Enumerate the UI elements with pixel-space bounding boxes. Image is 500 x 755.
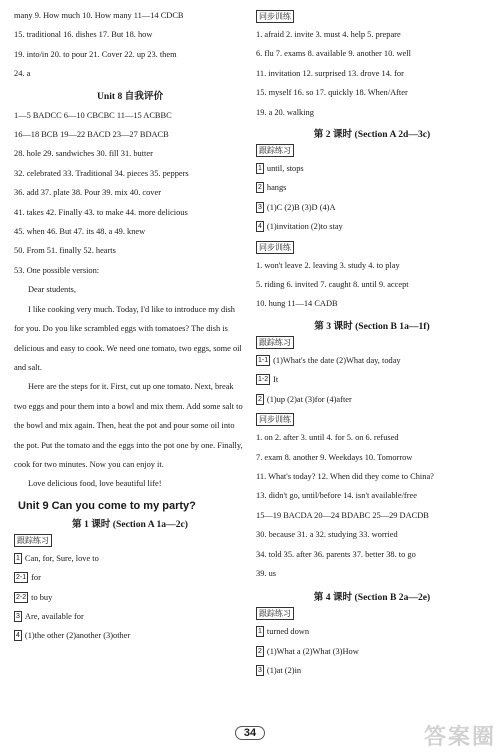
answer-line: 53. One possible version: [14, 265, 100, 275]
question-number-box: 2 [258, 395, 262, 403]
question-number-box: 4 [16, 632, 20, 640]
question-number-box: 4 [258, 223, 262, 231]
answer-line: 10. hung 11—14 CADB [256, 299, 338, 309]
left-column [14, 6, 246, 646]
list-item: 3 Are, available for [16, 611, 84, 621]
answer-line: 11. What's today? 12. When did they come to China? [256, 471, 434, 481]
question-number-box: 2-2 [16, 593, 27, 601]
answer-line: 36. add 37. plate 38. Pour 39. mix 40. cover [14, 188, 162, 198]
letter-closing: Love delicious food, love beautiful life! [28, 479, 162, 489]
sync-training-tag: 同步训练 [256, 241, 294, 254]
follow-practice-tag: 跟踪练习 [256, 336, 294, 349]
list-item: 1-1 (1)What's the date (2)What day, today [258, 355, 401, 365]
list-item: 2-2 to buy [16, 592, 53, 602]
list-item: 2 (1)What a (2)What (3)How [258, 646, 359, 656]
answer-line: 1—5 BADCC 6—10 CBCBC 11—15 ACBBC [14, 110, 172, 120]
answer-line: 13. didn't go, until/before 14. isn't available/free [256, 491, 417, 501]
answer-line: 24. a [14, 69, 31, 79]
list-item: 2-1 for [16, 573, 41, 583]
follow-practice-tag: 跟踪练习 [256, 607, 294, 620]
answer-line: 39. us [256, 568, 277, 578]
question-number-box: 3 [258, 203, 262, 211]
answer-line: 50. From 51. finally 52. hearts [14, 246, 116, 256]
unit8-heading: Unit 8 自我评价 [96, 90, 164, 102]
follow-practice-tag: 跟踪练习 [14, 534, 52, 547]
list-item: 3 (1)at (2)in [258, 666, 302, 676]
answer-line: 28. hole 29. sandwiches 30. fill 31. butter [14, 149, 153, 159]
letter-paragraph: Here are the steps for it. First, cut up one tomato. Next, break two eggs and pour them into a bowl and mix them. Add some salt to the bowl and mix again. Then, heat the pot and pour some oil into the pot. Put the tomato and the eggs into the pot one by one. Finally, cook for two minutes. Now you can enjoy it. [14, 382, 243, 469]
answer-line: 45. when 46. But 47. its 48. a 49. knew [14, 227, 146, 237]
follow-practice-tag: 跟踪练习 [256, 144, 294, 157]
answer-line: 41. takes 42. Finally 43. to make 44. more delicious [14, 207, 188, 217]
list-item: 1 Can, for, Sure, love to [16, 553, 99, 563]
lesson2-heading: 第 2 课时 (Section A 2d—3c) [313, 129, 431, 141]
page-number: 34 [224, 727, 276, 739]
question-number-box: 1 [258, 628, 262, 636]
lesson4-heading: 第 4 课时 (Section B 2a—2e) [313, 592, 431, 604]
question-number-box: 2 [258, 647, 262, 655]
answer-line: 1. on 2. after 3. until 4. for 5. on 6. refused [256, 433, 399, 443]
list-item: 4 (1)the other (2)another (3)other [16, 631, 131, 641]
question-number-box: 1 [258, 165, 262, 173]
answer-line: 5. riding 6. invited 7. caught 8. until 9. accept [256, 280, 409, 290]
list-item: 1-2 It [258, 375, 279, 385]
question-number-box: 3 [258, 667, 262, 675]
answer-line: 11. invitation 12. surprised 13. drove 14. for [256, 68, 404, 78]
list-item: 1 until, stops [258, 164, 304, 174]
list-item: 1 turned down [258, 627, 310, 637]
answer-line: 32. celebrated 33. Traditional 34. pieces 35. peppers [14, 168, 189, 178]
answer-line: 7. exam 8. another 9. Weekdays 10. Tomorrow [256, 452, 413, 462]
answer-line: 16—18 BCB 19—22 BACD 23—27 BDACB [14, 130, 169, 140]
answer-line: 34. told 35. after 36. parents 37. better 38. to go [256, 549, 416, 559]
answer-line: 1. afraid 2. invite 3. must 4. help 5. prepare [256, 30, 401, 39]
question-number-box: 3 [16, 612, 20, 620]
question-number-box: 2 [258, 184, 262, 192]
answer-line: 15—19 BACDA 20—24 BDABC 25—29 DACDB [256, 510, 429, 520]
letter-greeting: Dear students, [28, 285, 76, 295]
letter-paragraph: I like cooking very much. Today, I'd like to introduce my dish for you. Do you like scrambled eggs with tomatoes? The dish is delicious and easy to cook. We need one tomato, two eggs, some oil and salt. [14, 304, 242, 372]
lesson3-heading: 第 3 课时 (Section B 1a—1f) [314, 320, 430, 332]
answer-line: 1. won't leave 2. leaving 3. study 4. to play [256, 260, 400, 270]
sync-training-tag: 同步训练 [256, 413, 294, 426]
question-number-box: 1-1 [258, 356, 269, 364]
list-item: 3 (1)C (2)B (3)D (4)A [258, 202, 336, 212]
answer-line: 19. a 20. walking [256, 107, 314, 117]
lesson1-heading: 第 1 课时 (Section A 1a—2c) [72, 518, 188, 530]
answer-line: 30. because 31. a 32. studying 33. worried [256, 530, 398, 540]
answer-line: 6. flu 7. exams 8. available 9. another 10. well [256, 49, 411, 59]
answer-line: many 9. How much 10. How many 11—14 CDCB [14, 11, 184, 20]
list-item: 2 (1)up (2)at (3)for (4)after [258, 394, 352, 404]
unit9-heading: Unit 9 Can you come to my party? [18, 499, 196, 512]
answer-line: 15. traditional 16. dishes 17. But 18. how [14, 30, 153, 40]
list-item: 4 (1)invitation (2)to stay [258, 222, 343, 232]
watermark-logo: 答案圈 [423, 725, 496, 750]
sync-training-tag: 同步训练 [256, 10, 294, 23]
list-item: 2 hangs [258, 183, 287, 193]
answer-line: 19. into/in 20. to pour 21. Cover 22. up 23. them [14, 49, 177, 59]
question-number-box: 1-2 [258, 376, 269, 384]
question-number-box: 1 [16, 554, 20, 562]
right-column [256, 6, 488, 681]
question-number-box: 2-1 [16, 574, 27, 582]
answer-line: 15. myself 16. so 17. quickly 18. When/After [256, 88, 408, 98]
